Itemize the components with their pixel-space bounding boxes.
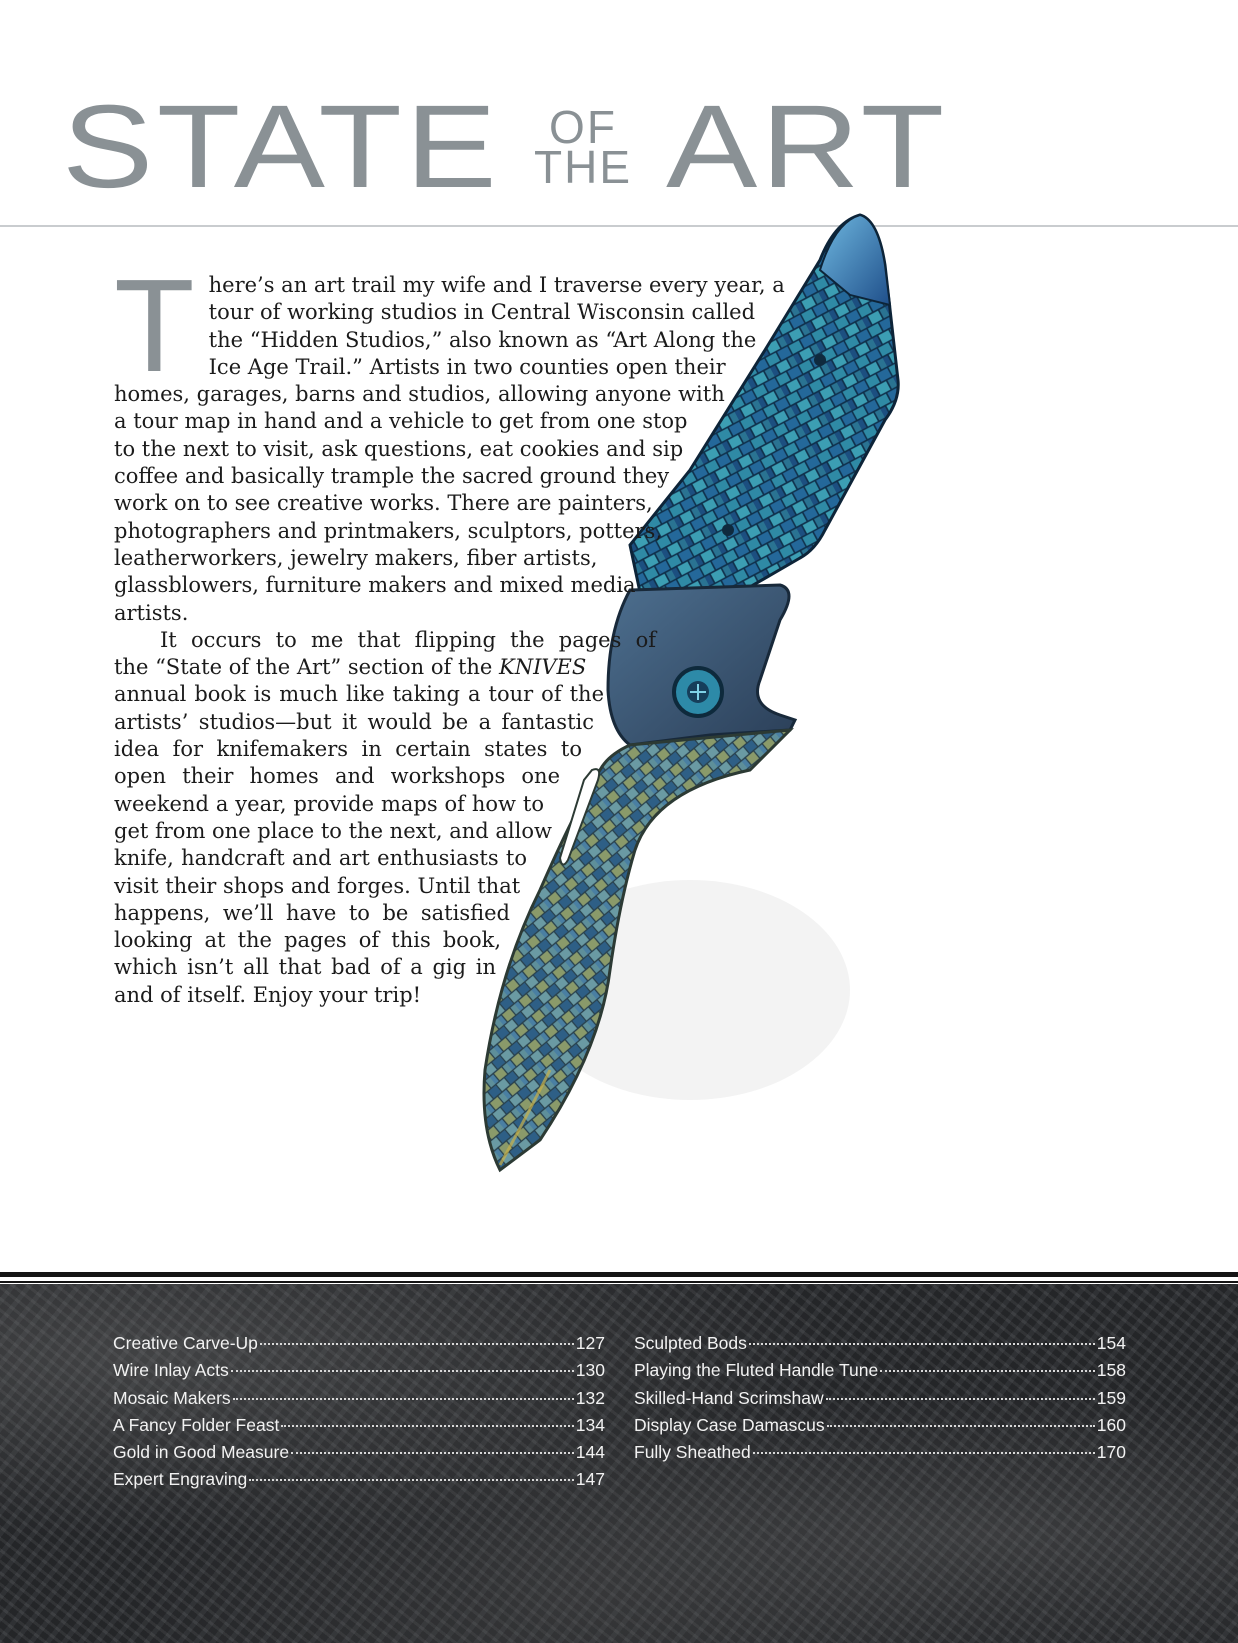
dot-leader xyxy=(880,1370,1095,1372)
article-line: happens, we’ll have to be satisfied xyxy=(114,900,510,925)
article-text: the “State of the Art” section of the xyxy=(114,655,500,680)
dot-leader xyxy=(753,1452,1095,1454)
dot-leader xyxy=(827,1425,1095,1427)
article-paragraph-1 xyxy=(114,252,794,627)
dot-leader xyxy=(233,1398,574,1400)
band-divider-thick xyxy=(0,1272,1238,1277)
contents-item[interactable] xyxy=(113,1412,605,1439)
band-divider-thin xyxy=(0,1281,1238,1283)
contents-item-title: Skilled-Hand Scrimshaw xyxy=(634,1387,824,1408)
article-line: and of itself. Enjoy your trip! xyxy=(114,982,422,1007)
contents-item-page: 170 xyxy=(1096,1442,1126,1463)
contents-item[interactable] xyxy=(113,1385,605,1412)
article-line: Ice Age Trail.” Artists in two counties open their xyxy=(208,354,726,379)
contents-item-page: 132 xyxy=(575,1387,605,1408)
article-line: which isn’t all that bad of a gig in xyxy=(114,955,496,980)
contents-item-title: Playing the Fluted Handle Tune xyxy=(634,1360,879,1381)
contents-item-page: 127 xyxy=(575,1333,605,1353)
article-line: weekend a year, provide maps of how to xyxy=(114,791,544,816)
article-line: homes, garages, barns and studios, allowing anyone with xyxy=(114,382,725,407)
dot-leader xyxy=(291,1452,574,1454)
article-line: here’s an art trail my wife and I traverse every year, a xyxy=(208,273,785,297)
article-line: coffee and basically trample the sacred ground they xyxy=(114,464,670,489)
contents-item-title: A Fancy Folder Feast xyxy=(113,1414,280,1435)
article-line: get from one place to the next, and allow xyxy=(114,818,552,843)
dot-leader xyxy=(249,1479,574,1481)
article-line: idea for knifemakers in certain states to xyxy=(114,737,582,762)
article-line: looking at the pages of this book, xyxy=(114,928,501,953)
dot-leader xyxy=(749,1343,1095,1345)
article-line: work on to see creative works. There are painters, xyxy=(114,491,653,516)
contents-item[interactable] xyxy=(634,1330,1126,1357)
article-line: It occurs to me that flipping the pages of xyxy=(160,627,656,652)
contents-item-page: 147 xyxy=(575,1469,605,1490)
book-title-knives: KNIVES xyxy=(499,655,587,680)
section-title xyxy=(62,81,948,213)
title-word-art: ART xyxy=(666,81,948,213)
contents-item-title: Wire Inlay Acts xyxy=(113,1360,229,1381)
intro-article xyxy=(114,252,794,1009)
title-word-the: THE xyxy=(534,141,632,193)
contents-item-title: Sculpted Bods xyxy=(634,1333,747,1353)
contents-item[interactable] xyxy=(113,1466,605,1493)
article-line: artists’ studios—but it would be a fantastic xyxy=(114,709,594,734)
article-line: leatherworkers, jewelry makers, fiber artists, xyxy=(114,545,598,570)
contents-item[interactable] xyxy=(113,1439,605,1466)
article-line: knife, handcraft and art enthusiasts to xyxy=(114,846,527,871)
contents-item-page: 160 xyxy=(1096,1414,1126,1435)
article-line: to the next to visit, ask questions, eat cookies and sip xyxy=(114,436,684,461)
article-line: open their homes and workshops one xyxy=(114,764,560,789)
contents-item-title: Creative Carve-Up xyxy=(113,1333,258,1353)
contents-item-page: 158 xyxy=(1096,1360,1126,1381)
article-line xyxy=(114,654,794,681)
contents-item[interactable] xyxy=(634,1439,1126,1466)
title-word-of: OF xyxy=(549,101,617,153)
contents-list-right xyxy=(634,1330,1126,1466)
article-line: the “Hidden Studios,” also known as “Art Along the xyxy=(208,327,757,352)
contents-item-page: 159 xyxy=(1096,1387,1126,1408)
article-line: photographers and printmakers, sculptors, potters, xyxy=(114,518,663,543)
contents-item-title: Mosaic Makers xyxy=(113,1387,231,1408)
contents-item[interactable] xyxy=(113,1357,605,1384)
contents-item-page: 130 xyxy=(575,1360,605,1381)
contents-item-page: 154 xyxy=(1096,1333,1126,1353)
article-line: artists. xyxy=(114,600,189,625)
contents-item-title: Display Case Damascus xyxy=(634,1414,825,1435)
article-line: visit their shops and forges. Until that xyxy=(114,873,521,898)
contents-item[interactable] xyxy=(634,1385,1126,1412)
contents-item[interactable] xyxy=(634,1357,1126,1384)
contents-list-left xyxy=(113,1330,605,1494)
article-line: tour of working studios in Central Wisconsin called xyxy=(208,300,756,325)
article-line: glassblowers, furniture makers and mixed media xyxy=(114,573,636,598)
contents-item-title: Expert Engraving xyxy=(113,1469,248,1490)
dot-leader xyxy=(281,1425,573,1427)
article-line: a tour map in hand and a vehicle to get from one stop xyxy=(114,409,688,434)
dot-leader xyxy=(260,1343,574,1345)
contents-item-page: 144 xyxy=(575,1442,605,1463)
dot-leader xyxy=(826,1398,1095,1400)
article-line: annual book is much like taking a tour of the xyxy=(114,682,604,707)
dot-leader xyxy=(231,1370,574,1372)
drop-cap: T xyxy=(114,252,195,399)
contents-item-title: Fully Sheathed xyxy=(634,1442,751,1463)
contents-item-page: 134 xyxy=(575,1414,605,1435)
contents-item[interactable] xyxy=(113,1330,605,1357)
title-word-state: STATE xyxy=(62,81,501,213)
article-paragraph-2 xyxy=(114,627,794,1009)
contents-item-title: Gold in Good Measure xyxy=(113,1442,290,1463)
contents-item[interactable] xyxy=(634,1412,1126,1439)
